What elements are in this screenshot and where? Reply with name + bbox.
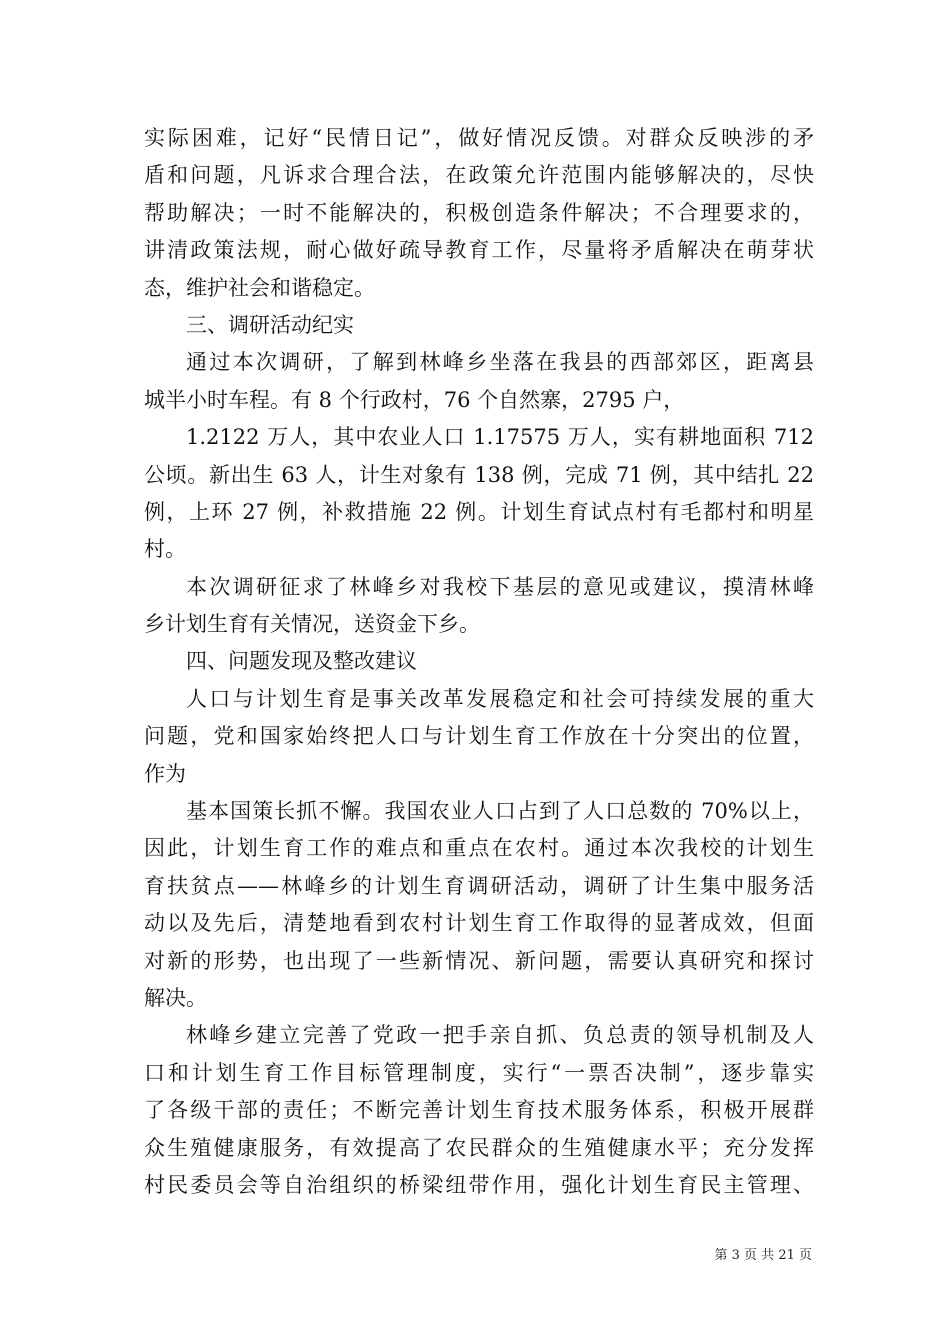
text-line: 通过本次调研，了解到林峰乡坐落在我县的西部郊区，距离县 <box>186 350 814 375</box>
text-line: 因此，计划生育工作的难点和重点在农村。通过本次我校的计划生 <box>144 836 814 861</box>
page-number: 第 3 页 共 21 页 <box>714 1248 812 1263</box>
text-line: 乡计划生育有关情况，送资金下乡。 <box>144 612 480 637</box>
text-line: 基本国策长抓不懈。我国农业人口占到了人口总数的 70%以上， <box>186 799 814 824</box>
text-line: 村民委员会等自治组织的桥梁纽带作用，强化计划生育民主管理、 <box>144 1172 814 1197</box>
document-body <box>144 120 814 1204</box>
text-line: 例，上环 27 例，补救措施 22 例。计划生育试点村有毛都村和明星 <box>144 499 814 524</box>
text-line: 作为 <box>144 761 186 786</box>
text-line: 城半小时车程。有 8 个行政村，76 个自然寨，2795 户， <box>144 387 685 412</box>
text-line: 解决。 <box>144 985 207 1010</box>
text-line: 态，维护社会和谐稳定。 <box>144 275 375 300</box>
text-line: 1.2122 万人，其中农业人口 1.17575 万人，实有耕地面积 712 <box>186 425 814 450</box>
text-line: 本次调研征求了林峰乡对我校下基层的意见或建议，摸清林峰 <box>186 574 814 599</box>
text-line: 对新的形势，也出现了一些新情况、新问题，需要认真研究和探讨 <box>144 948 814 973</box>
text-line: 动以及先后，清楚地看到农村计划生育工作取得的显著成效，但面 <box>144 911 814 936</box>
text-line: 众生殖健康服务，有效提高了农民群众的生殖健康水平；充分发挥 <box>144 1135 814 1160</box>
text-line: 三、调研活动纪实 <box>186 312 354 337</box>
text-line: 公顷。新出生 63 人，计生对象有 138 例，完成 71 例，其中结扎 22 <box>144 462 814 487</box>
text-line: 实际困难，记好“民情日记”，做好情况反馈。对群众反映涉的矛 <box>144 126 814 150</box>
text-line: 四、问题发现及整改建议 <box>186 649 417 674</box>
text-line: 村。 <box>144 537 186 562</box>
text-line: 育扶贫点——林峰乡的计划生育调研活动，调研了计生集中服务活 <box>144 873 814 898</box>
text-line: 林峰乡建立完善了党政一把手亲自抓、负总责的领导机制及人 <box>186 1023 814 1048</box>
text-line: 讲清政策法规，耐心做好疏导教育工作，尽量将矛盾解决在萌芽状 <box>144 238 814 263</box>
text-line: 盾和问题，凡诉求合理合法，在政策允许范围内能够解决的，尽快 <box>144 163 814 188</box>
text-line: 人口与计划生育是事关改革发展稳定和社会可持续发展的重大 <box>186 686 814 711</box>
text-line: 帮助解决；一时不能解决的，积极创造条件解决；不合理要求的， <box>144 200 814 225</box>
text-line: 口和计划生育工作目标管理制度，实行“一票否决制”，逐步靠实 <box>144 1060 814 1085</box>
text-line: 问题，党和国家始终把人口与计划生育工作放在十分突出的位置， <box>144 724 814 749</box>
text-line: 了各级干部的责任；不断完善计划生育技术服务体系，积极开展群 <box>144 1098 814 1123</box>
